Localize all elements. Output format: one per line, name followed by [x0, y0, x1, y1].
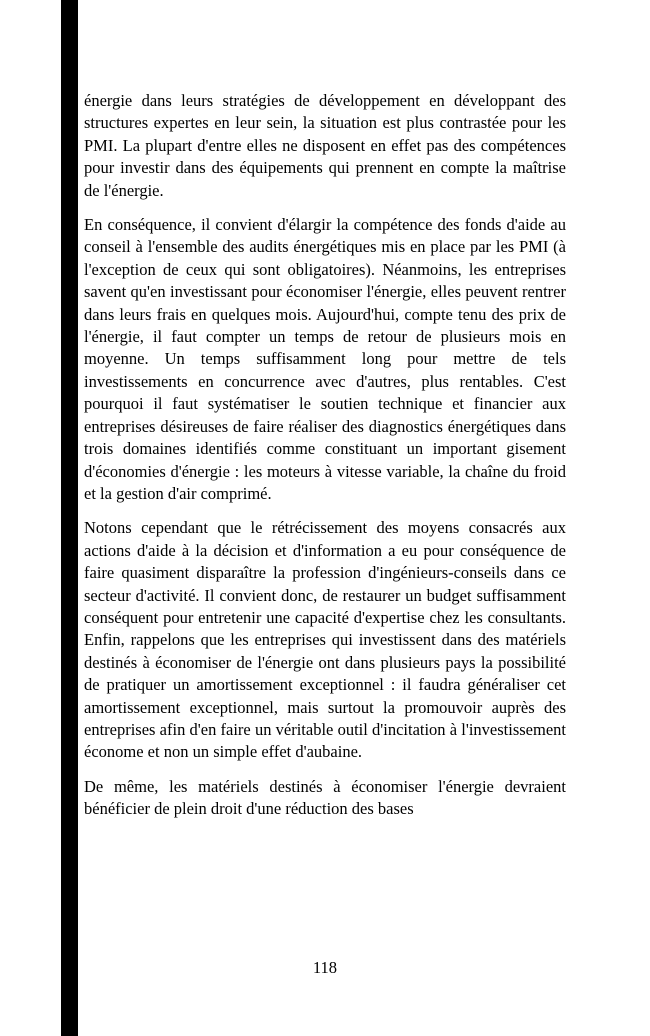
paragraph-3: Notons cependant que le rétrécissement des moyens consacrés aux actions d'aide à la décision et d'information a eu pour conséquence de faire quasiment disparaître la profession d'ingénieurs-conseils dans ce secteur d'activité. Il convient donc, de restaurer un budget suffisamment conséquent pour entretenir une capacité d'expertise chez les consultants. Enfin, rappelons que les entreprises qui investissent dans des matériels destinés à économiser de l'énergie ont dans plusieurs pays la possibilité de pratiquer un amortissement exceptionnel : il faudra généraliser cet amortissement exceptionnel, mais surtout la promouvoir auprès des entreprises afin d'en faire un véritable outil d'incitation à l'investissement économe et non un simple effet d'aubaine.: [84, 518, 566, 762]
text-block: [84, 90, 566, 833]
paragraph-2: En conséquence, il convient d'élargir la compétence des fonds d'aide au conseil à l'ensemble des audits énergétiques mis en place par les PMI (à l'exception de ceux qui sont obligatoires). Néanmoins, les entreprises savent qu'en investissant pour économiser l'énergie, elles peuvent rentrer dans leurs frais en quelques mois. Aujourd'hui, compte tenu des prix de l'énergie, il faut compter un temps de retour de plusieurs mois en moyenne. Un temps suffisamment long pour mettre de tels investissements en concurrence avec d'autres, plus rentables. C'est pourquoi il faut systématiser le soutien technique et financier aux entreprises désireuses de faire réaliser des diagnostics énergétiques dans trois domaines identifiés comme constituant un important gisement d'économies d'énergie : les moteurs à vitesse variable, la chaîne du froid et la gestion d'air comprimé.: [84, 215, 566, 503]
scan-binding-bar: [61, 0, 78, 1036]
paragraph-1: énergie dans leurs stratégies de développement en développant des structures expertes en leur sein, la situation est plus contrastée pour les PMI. La plupart d'entre elles ne disposent en effet pas des compétences pour investir dans des équipements qui prennent en compte la maîtrise de l'énergie.: [84, 91, 566, 200]
page-number: 118: [312, 958, 338, 977]
paragraph-4: De même, les matériels destinés à économiser l'énergie devraient bénéficier de plein droit d'une réduction des bases: [84, 776, 566, 819]
